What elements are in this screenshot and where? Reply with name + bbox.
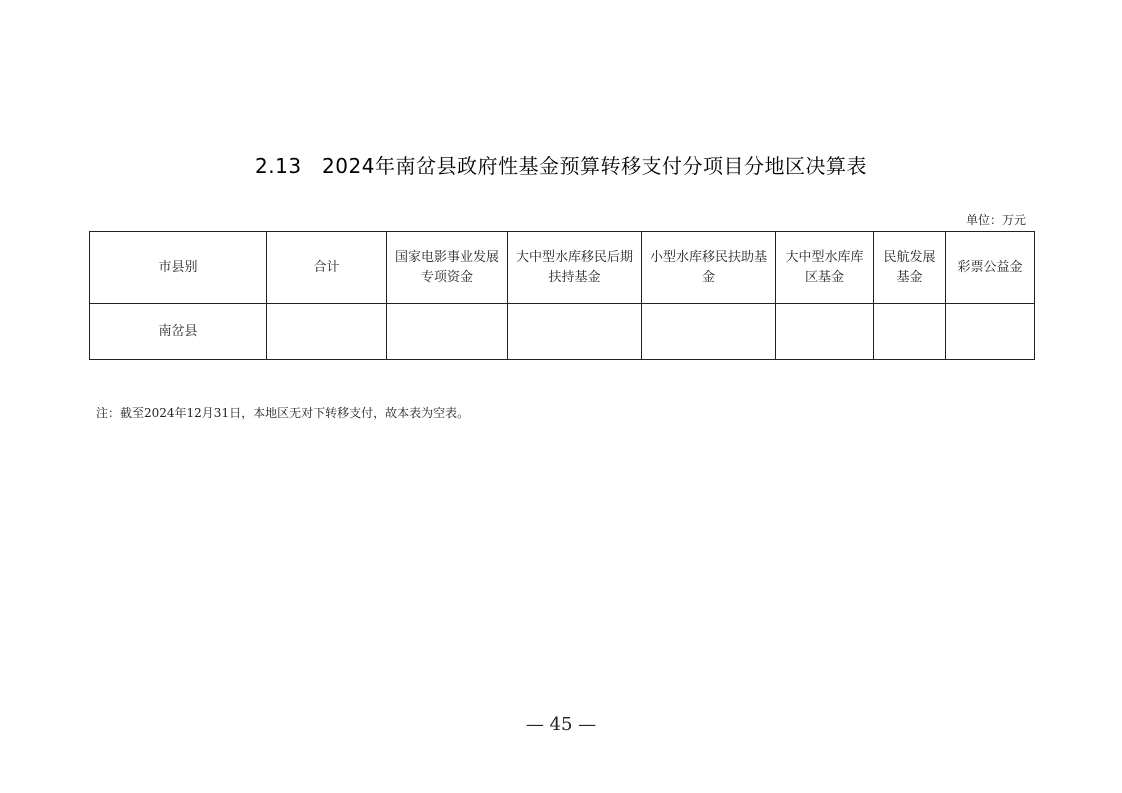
page-number: — 45 — (525, 714, 597, 735)
page-title: 2.13 2024年南岔县政府性基金预算转移支付分项目分地区决算表 (255, 154, 867, 178)
transfer-payment-table (89, 231, 1035, 360)
table-row (90, 304, 1035, 360)
column-header-region: 市县别 (90, 232, 267, 304)
table-cell (387, 304, 508, 360)
table-cell (946, 304, 1035, 360)
unit-label: 单位：万元 (965, 213, 1026, 227)
table-cell (874, 304, 946, 360)
table-cell (267, 304, 387, 360)
column-header-small-reservoir-resettlement: 小型水库移民扶助基金 (642, 232, 776, 304)
column-header-reservoir-area-fund: 大中型水库库区基金 (776, 232, 874, 304)
table-cell (642, 304, 776, 360)
column-header-total: 合计 (267, 232, 387, 304)
table-cell-region: 南岔县 (90, 304, 267, 360)
column-header-lottery-fund: 彩票公益金 (946, 232, 1035, 304)
column-header-civil-aviation-fund: 民航发展基金 (874, 232, 946, 304)
column-header-film-fund: 国家电影事业发展专项资金 (387, 232, 508, 304)
column-header-large-reservoir-resettlement: 大中型水库移民后期扶持基金 (508, 232, 642, 304)
table-header-row (90, 232, 1035, 304)
table-cell (776, 304, 874, 360)
footnote: 注：截至2024年12月31日，本地区无对下转移支付，故本表为空表。 (96, 406, 470, 420)
table-cell (508, 304, 642, 360)
